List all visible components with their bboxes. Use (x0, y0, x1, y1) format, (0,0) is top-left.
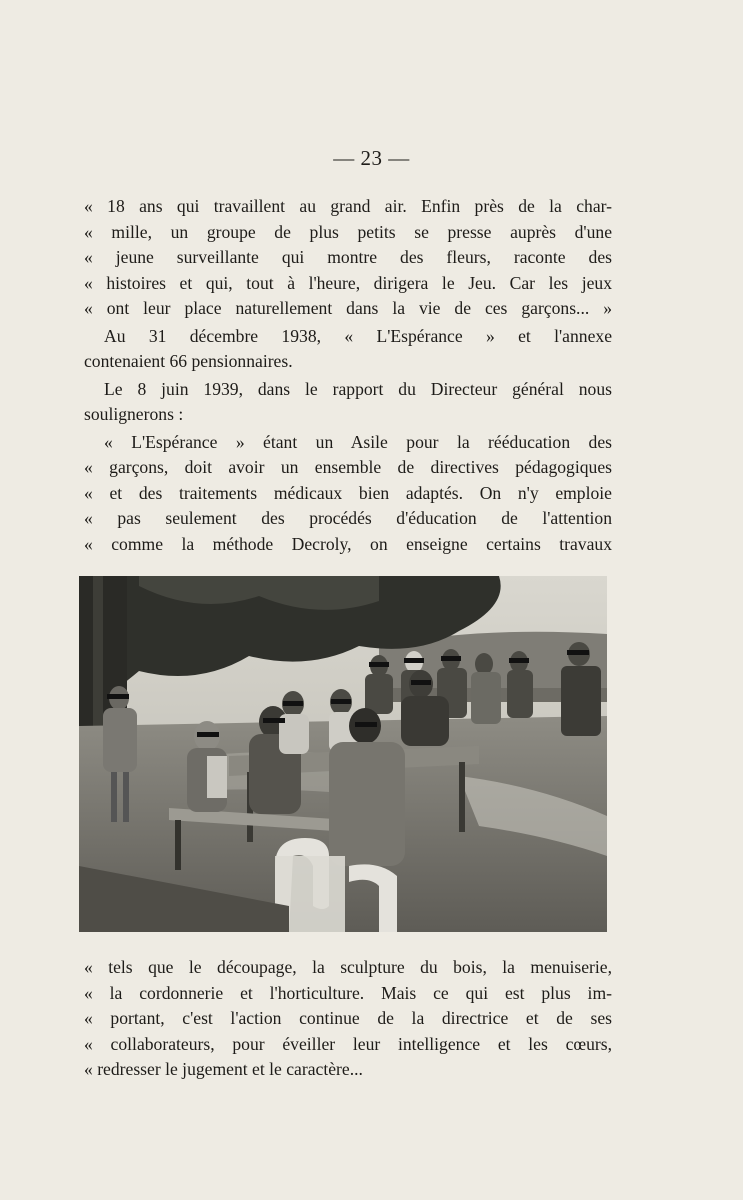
top-text-block (84, 194, 612, 557)
text-line: « 18 ans qui travaillent au grand air. Enfin près de la char- (84, 196, 612, 216)
text-line: « histoires et qui, tout à l'heure, dirigera le Jeu. Car les jeux (84, 272, 612, 293)
text-line: Au 31 décembre 1938, « L'Espérance » et l'annexe (104, 325, 612, 346)
photograph (79, 576, 607, 932)
text-line: soulignerons : (84, 404, 184, 424)
text-line: « collaborateurs, pour éveiller leur intelligence et les cœurs, (84, 1033, 612, 1054)
text-line: « redresser le jugement et le caractère... (84, 1059, 363, 1079)
text-line: « portant, c'est l'action continue de la directrice et de ses (84, 1008, 612, 1028)
text-line: « garçons, doit avoir un ensemble de directives pédagogiques (84, 457, 612, 477)
text-line: contenaient 66 pensionnaires. (84, 351, 293, 371)
text-line: « mille, un groupe de plus petits se presse auprès d'une (84, 221, 612, 242)
text-line: « jeune surveillante qui montre des fleurs, raconte des (84, 247, 612, 267)
photograph-image (79, 576, 607, 932)
text-line: « comme la méthode Decroly, on enseigne certains travaux (84, 533, 612, 554)
page-number: — 23 — (333, 146, 410, 170)
text-line: Le 8 juin 1939, dans le rapport du Directeur général nous (104, 378, 612, 399)
text-line: « ont leur place naturellement dans la vie de ces garçons... » (84, 298, 612, 318)
text-line: « pas seulement des procédés d'éducation de l'attention (84, 508, 612, 528)
text-line: « tels que le découpage, la sculpture du bois, la menuiserie, (84, 957, 612, 977)
bottom-text-block (84, 955, 612, 1083)
text-line: « L'Espérance » étant un Asile pour la rééducation des (104, 431, 612, 452)
text-line: « la cordonnerie et l'horticulture. Mais ce qui est plus im- (84, 982, 612, 1003)
text-line: « et des traitements médicaux bien adaptés. On n'y emploie (84, 482, 612, 503)
